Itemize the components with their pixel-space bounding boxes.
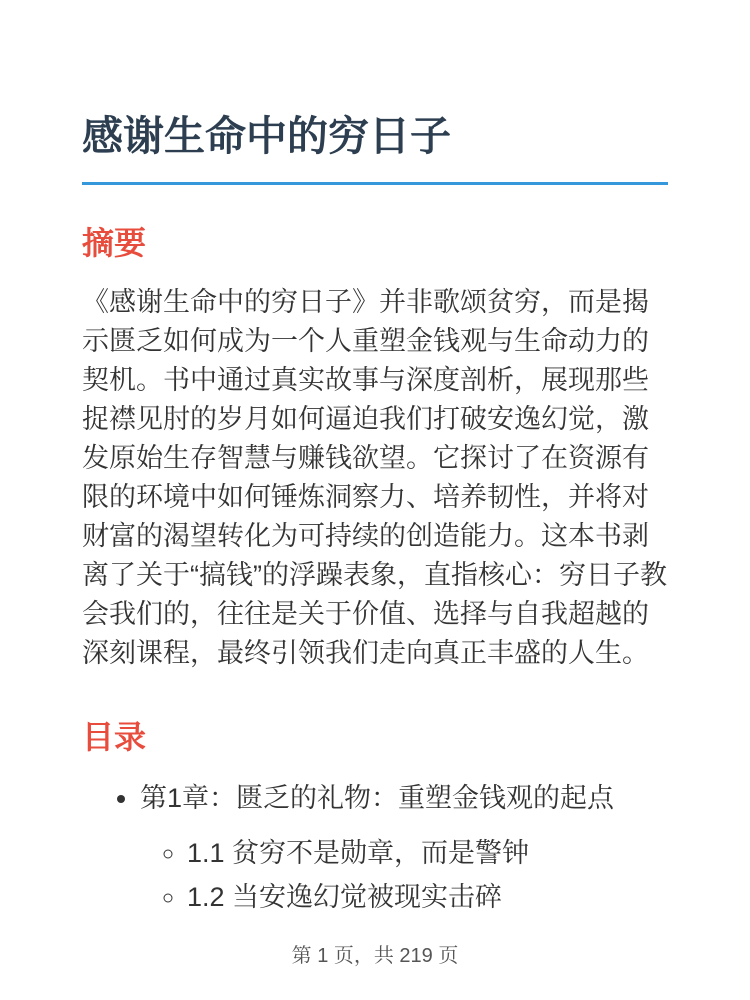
toc-list xyxy=(82,779,668,917)
toc-chapter-item xyxy=(140,779,668,917)
toc-section-item-1-2: ◦ 1.2 当安逸幻觉被现实击碎 xyxy=(187,878,668,917)
toc-heading: 目录 xyxy=(82,719,147,755)
abstract-paragraph: 《感谢生命中的穷日子》并非歌颂贫穷，而是揭示匮乏如何成为一个人重塑金钱观与生命动力的契机。书中通过真实故事与深度剖析，展现那些捉襟见肘的岁月如何逼迫我们打破安逸幻觉，激发原始生存智慧与赚钱欲望。它探讨了在资源有限的环境中如何锤炼洞察力、培养韧性，并将对财富的渴望转化为可持续的创造能力。这本书剥离了关于“搞钱”的浮躁表象，直指核心：穷日子教会我们的，往往是关于价值、选择与自我超越的深刻课程，最终引领我们走向真正丰盛的人生。 xyxy=(82,287,667,668)
toc-section-item-1-1: ◦ 1.1 贫穷不是勋章，而是警钟 xyxy=(187,834,668,873)
page-number-indicator: 第 1 页，共 219 页 xyxy=(291,945,459,967)
toc-chapter-label: 第1章：匮乏的礼物：重塑金钱观的起点 xyxy=(140,783,615,813)
abstract-heading: 摘要 xyxy=(82,225,147,261)
page-title: 感谢生命中的穷日子 xyxy=(82,0,668,185)
toc-sublist xyxy=(140,834,668,917)
